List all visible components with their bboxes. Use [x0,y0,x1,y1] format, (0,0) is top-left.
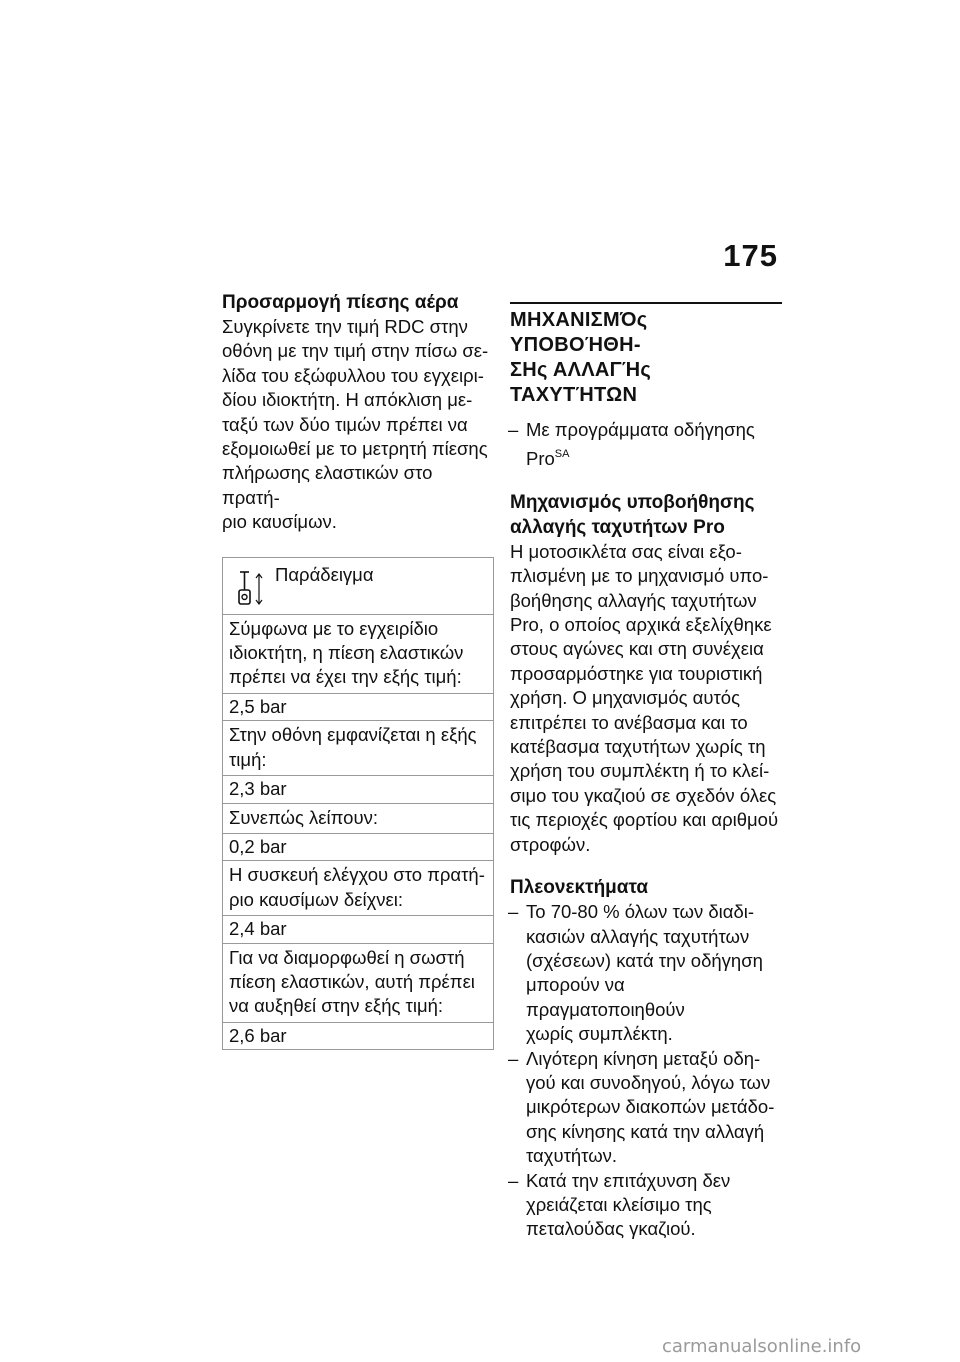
section-heading-air-pressure: Προσαρμογή πίεσης αέρα [222,292,459,313]
example-row: Συνεπώς λείπουν: [223,804,493,834]
example-header [223,558,493,615]
advantages-list [510,900,782,1242]
chapter-title: ΜΗΧΑΝΙΣΜΌς ΥΠΟΒΟΉΘΗ- ΣΗς ΑΛΛΑΓΉς ΤΑΧΥΤΉΤΩΝ [510,309,652,406]
tire-pressure-gauge-icon [237,568,267,608]
right-column [510,290,782,1242]
watermark: carmanualsonline.info [662,1336,862,1357]
advantages-heading: Πλεονεκτήματα [510,877,649,899]
sa-superscript: SA [554,448,570,461]
example-row: Για να διαμορφωθεί η σωστή πίεση ελαστικών, αυτή πρέπει να αυξηθεί στην εξής τιμή: [223,944,493,1023]
example-value: 2,3 bar [223,776,493,803]
example-row: Σύμφωνα με το εγχειρίδιο ιδιοκτήτη, η πίεση ελαστικών πρέπει να έχει την εξής τιμή: [223,615,493,694]
chapter-rule [510,302,782,304]
list-item: – Με προγράμματα οδήγησης Pro$^{SA}$ [510,418,782,472]
example-box [222,557,494,1051]
equipment-note [510,418,782,472]
example-value: 2,5 bar [223,694,493,721]
list-item: – Κατά την επιτάχυνση δεν χρειάζεται κλείσιμο της πεταλούδας γκαζιού. [510,1169,782,1242]
sub-heading-shift-assistant: Μηχανισμός υποβοήθησης αλλαγής ταχυτήτων Pro [510,491,755,538]
list-item: – Το 70-80 % όλων των διαδι- κασιών αλλαγής ταχυτήτων (σχέσεων) κατά την οδήγηση μπορούν να πραγματοποιηθούν χωρίς συμπλέκτη. [510,900,782,1046]
list-item: – Λιγότερη κίνηση μεταξύ οδη- γού και συνοδηγού, λόγω των μικρότερων διακοπών μετάδο- σης κίνησης κατά την αλλαγή ταχυτήτων. [510,1047,782,1169]
description-paragraph: Η μοτοσικλέτα σας είναι εξο- πλισμένη με το μηχανισμό υπο- βοήθησης αλλαγής ταχυτήτων Pro, ο οποίος αρχικά εξελίχθηκε στους αγώνες και στη συνέχεια προσαρμόστηκε για τουριστική χρήση. Ο μηχανισμός αυτός επιτρέπει το ανέβασμα και το κατέβασμα ταχυτήτων χωρίς τη χρήση του συμπλέκτη ή το κλεί- σιμο του γκαζιού σε σχεδόν όλες τις περιοχές φορτίου και αριθμού στροφών. [510,540,779,855]
left-column [222,290,494,1050]
example-value: 2,6 bar [223,1023,493,1050]
intro-paragraph: Συγκρίνετε την τιμή RDC στην οθόνη με την τιμή στην πίσω σε- λίδα του εξώφυλλου του εγχειρι- δίου ιδιοκτήτη. Η απόκλιση με- ταξύ των δύο τιμών πρέπει να εξομοιωθεί με το μετρητή πίεσης πλήρωσης ελαστικών στο πρατή- ριο καυσίμων. [222,316,489,533]
example-value: 2,4 bar [223,916,493,943]
example-value: 0,2 bar [223,834,493,861]
example-title: Παράδειγμα [275,563,374,585]
example-row: Η συσκευή ελέγχου στο πρατή- ριο καυσίμων δείχνει: [223,861,493,916]
example-row: Στην οθόνη εμφανίζεται η εξής τιμή: [223,721,493,776]
page-number: 175 [723,238,778,273]
